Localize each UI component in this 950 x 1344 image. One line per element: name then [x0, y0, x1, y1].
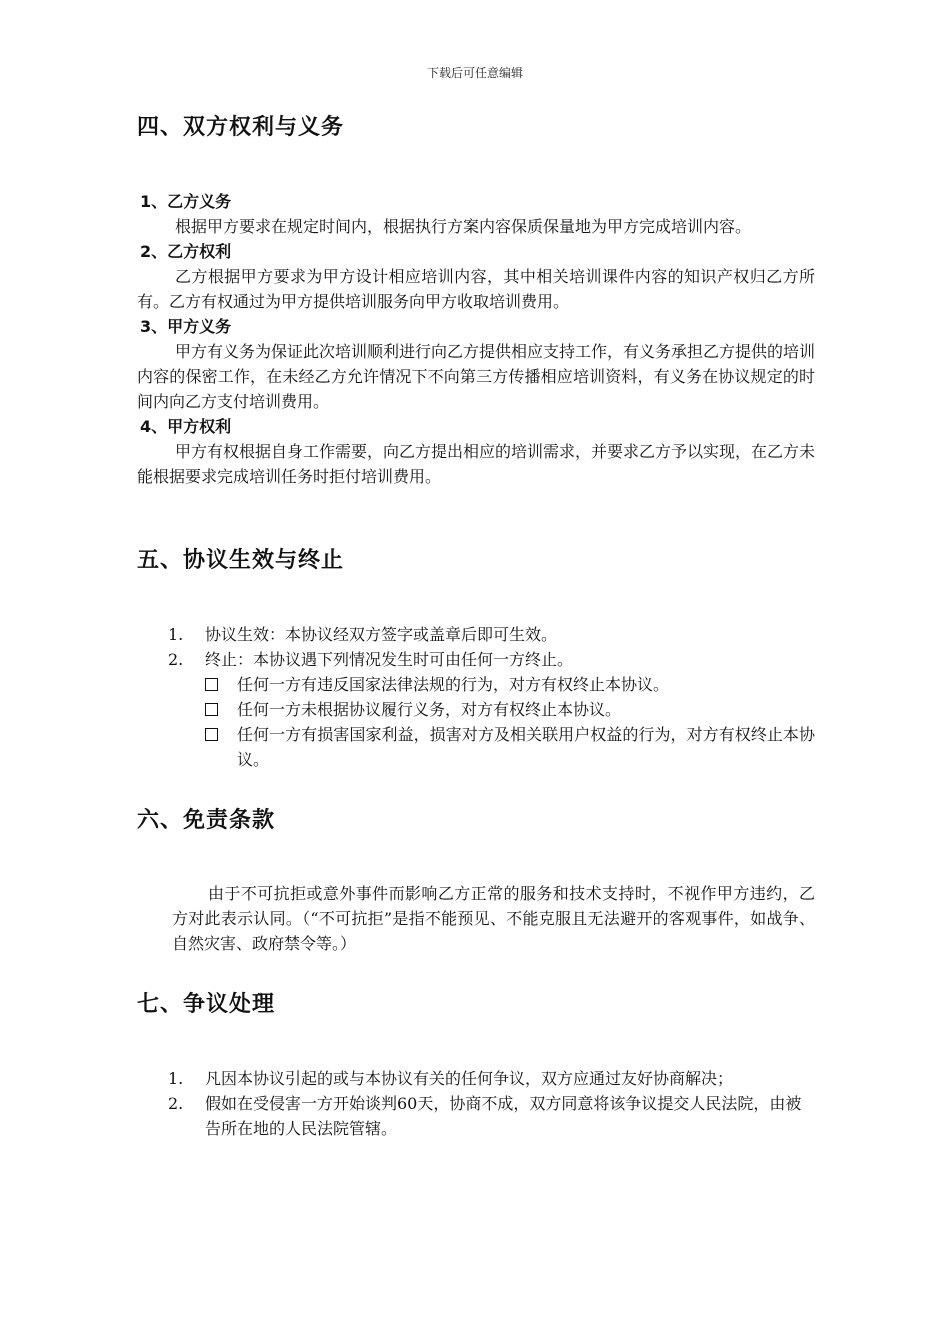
- bullet-list: [137, 672, 815, 772]
- checkbox-bullet-icon: [205, 703, 218, 716]
- subheading: 4、甲方权利: [140, 417, 232, 436]
- subheading: 1、乙方义务: [140, 192, 232, 211]
- section-effect-termination-body: [137, 622, 815, 772]
- section-dispute: [137, 987, 815, 1018]
- section-title: 六、免责条款: [137, 808, 276, 833]
- paragraph: 根据甲方要求在规定时间内，根据执行方案内容保质保量地为甲方完成培训内容。: [175, 217, 752, 236]
- section-effect-termination: [137, 543, 815, 574]
- list-item: 1. 协议生效：本协议经双方签字或盖章后即可生效。: [168, 625, 558, 644]
- section-disclaimer-body: [137, 881, 815, 956]
- checkbox-bullet-icon: [205, 728, 218, 741]
- section-disclaimer: [137, 803, 815, 834]
- list-item: 1. 凡因本协议引起的或与本协议有关的任何争议，双方应通过友好协商解决；: [168, 1069, 734, 1088]
- subheading: 3、甲方义务: [140, 317, 232, 336]
- section-rights-obligations: [137, 110, 815, 141]
- paragraph: 乙方根据甲方要求为甲方设计相应培训内容，其中相关培训课件内容的知识产权归乙方所有。乙方有权通过为甲方提供培训服务向甲方收取培训费用。: [137, 267, 815, 311]
- section-title: 七、争议处理: [137, 992, 276, 1017]
- subheading: 2、乙方权利: [140, 242, 232, 261]
- section-rights-obligations-body: [137, 189, 815, 489]
- section-title: 四、双方权利与义务: [137, 115, 345, 140]
- section-title: 五、协议生效与终止: [137, 548, 345, 573]
- numbered-list: [137, 1066, 815, 1141]
- paragraph: 由于不可抗拒或意外事件而影响乙方正常的服务和技术支持时，不视作甲方违约，乙方对此表示认同。（“不可抗拒”是指不能预见、不能克服且无法避开的客观事件，如战争、自然灾害、政府禁令等。）: [172, 884, 815, 953]
- list-item: 任何一方有违反国家法律法规的行为，对方有权终止本协议。: [137, 672, 815, 697]
- list-item: 任何一方未根据协议履行义务，对方有权终止本协议。: [137, 697, 815, 722]
- header-note: 下载后可任意编辑: [426, 66, 523, 80]
- numbered-list: [137, 622, 815, 672]
- list-item: 2. 终止：本协议遇下列情况发生时可由任何一方终止。: [168, 650, 574, 669]
- checkbox-bullet-icon: [205, 678, 218, 691]
- section-dispute-body: [137, 1066, 815, 1141]
- list-item: 任何一方有损害国家利益，损害对方及相关联用户权益的行为，对方有权终止本协议。: [137, 722, 815, 772]
- paragraph: 甲方有义务为保证此次培训顺利进行向乙方提供相应支持工作，有义务承担乙方提供的培训内容的保密工作，在未经乙方允许情况下不向第三方传播相应培训资料，有义务在协议规定的时间内向乙方支付培训费用。: [137, 342, 816, 411]
- list-item: 2. 假如在受侵害一方开始谈判60天，协商不成，双方同意将该争议提交人民法院，由被告所在地的人民法院管辖。: [168, 1094, 802, 1138]
- paragraph: 甲方有权根据自身工作需要，向乙方提出相应的培训需求，并要求乙方予以实现，在乙方未能根据要求完成培训任务时拒付培训费用。: [137, 442, 816, 486]
